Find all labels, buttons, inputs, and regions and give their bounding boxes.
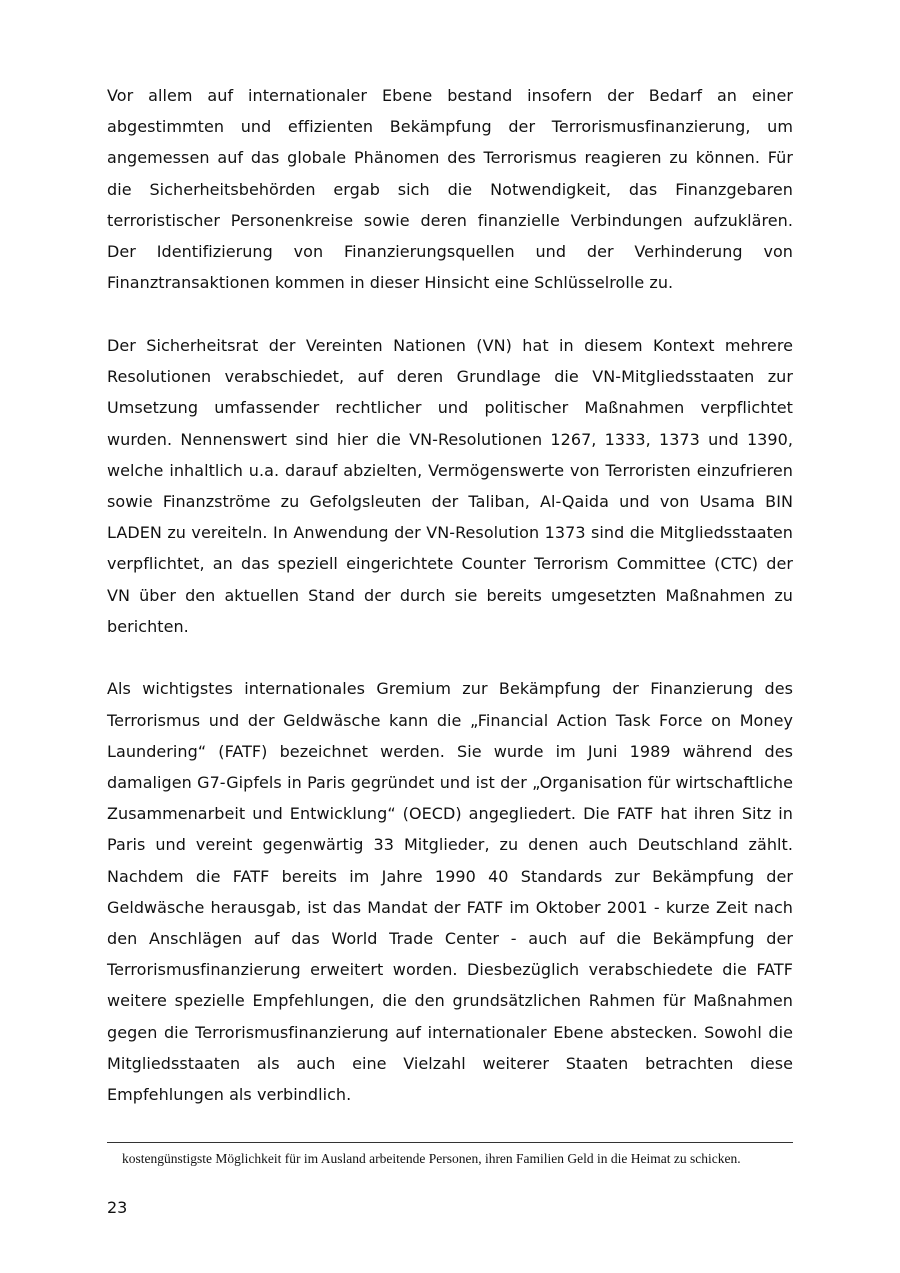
footnote-divider	[107, 1142, 793, 1143]
paragraph-fatf: Als wichtigstes internationales Gremium zur Bekämpfung der Finanzierung des Terrorismus und der Geldwäsche kann die „Financial Action Task Force on Money Laundering“ (FATF) bezeichnet werden. Sie wurde im Juni 1989 während des damaligen G7-Gipfels in Paris gegründet und ist der „Organisation für wirtschaftliche Zusammenarbeit und Entwicklung“ (OECD) angegliedert. Die FATF hat ihren Sitz in Paris und vereint gegenwärtig 33 Mitglieder, zu denen auch Deutschland zählt. Nachdem die FATF bereits im Jahre 1990 40 Standards zur Bekämpfung der Geldwäsche herausgab, ist das Mandat der FATF im Oktober 2001 - kurze Zeit nach den Anschlägen auf das World Trade Center - auch auf die Bekämpfung der Terrorismusfinanzierung erweitert worden. Diesbezüglich verabschiedete die FATF weitere spezielle Empfehlungen, die den grundsätzlichen Rahmen für Maßnahmen gegen die Terrorismusfinanzierung auf internationaler Ebene abstecken. Sowohl die Mitgliedsstaaten als auch eine Vielzahl weiterer Staaten betrachten diese Empfehlungen als verbindlich.	[107, 679, 793, 1105]
page-number: 23	[107, 1198, 128, 1217]
page-body	[107, 80, 793, 1142]
paragraph-international-need: Vor allem auf internationaler Ebene bestand insofern der Bedarf an einer abgestimmten und effizienten Bekämpfung der Terrorismusfinanzierung, um angemessen auf das globale Phänomen des Terrorismus reagieren zu können. Für die Sicherheitsbehörden ergab sich die Notwendigkeit, das Finanzgebaren terroristischer Personenkreise sowie deren finanzielle Verbindungen aufzuklären. Der Identifizierung von Finanzierungsquellen und der Verhinderung von Finanztransaktionen kommen in dieser Hinsicht eine Schlüsselrolle zu.	[107, 86, 793, 293]
paragraph-un-resolutions: Der Sicherheitsrat der Vereinten Nationen (VN) hat in diesem Kontext mehrere Resolutionen verabschiedet, auf deren Grundlage die VN-Mitgliedsstaaten zur Umsetzung umfassender rechtlicher und politischer Maßnahmen verpflichtet wurden. Nennenswert sind hier die VN-Resolutionen 1267, 1333, 1373 und 1390, welche inhaltlich u.a. darauf abzielten, Vermögenswerte von Terroristen einzufrieren sowie Finanzströme zu Gefolgsleuten der Taliban, Al-Qaida und von Usama BIN LADEN zu vereiteln. In Anwendung der VN-Resolution 1373 sind die Mitgliedsstaaten verpflichtet, an das speziell eingerichtete Counter Terrorism Committee (CTC) der VN über den aktuellen Stand der durch sie bereits umgesetzten Maßnahmen zu berichten.	[107, 335, 793, 636]
footnote-text: kostengünstigste Möglichkeit für im Ausland arbeitende Personen, ihren Familien Geld in die Heimat zu schicken.	[122, 1151, 741, 1166]
